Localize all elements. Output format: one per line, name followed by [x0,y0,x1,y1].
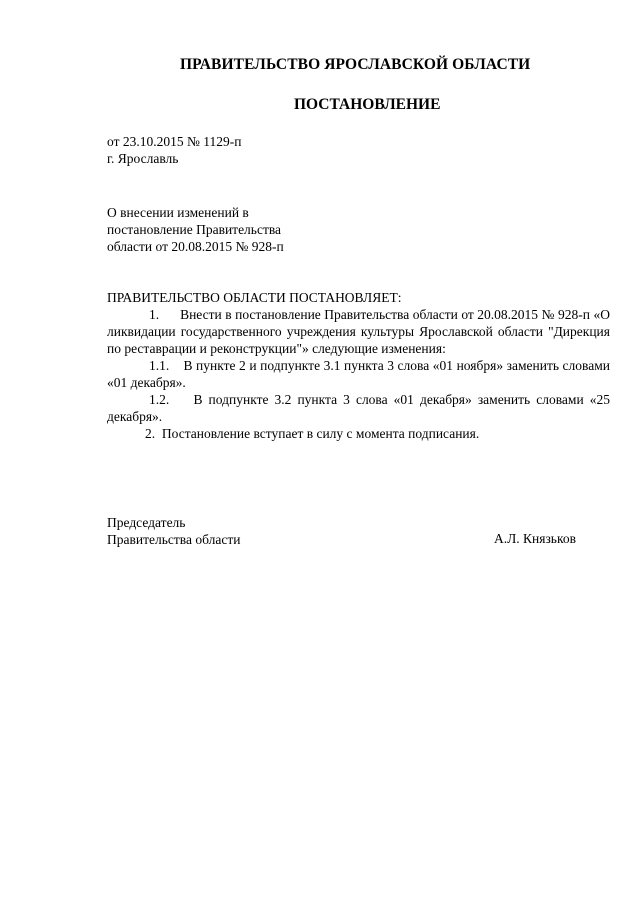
city: г. Ярославль [107,151,179,166]
decree-items [107,306,610,442]
preamble: ПРАВИТЕЛЬСТВО ОБЛАСТИ ПОСТАНОВЛЯЕТ: [107,290,402,305]
subject-line-1: О внесении изменений в [107,205,249,220]
subject-line-3: области от 20.08.2015 № 928-п [107,239,284,254]
item-2: 2. Постановление вступает в силу с момента подписания. [145,426,480,441]
item-1-1: 1.1. В пункте 2 и подпункте 3.1 пункта 3 слова «01 ноября» заменить словами «01 декабря». [107,358,610,390]
signature-title-line-1: Председатель [107,515,186,530]
item-1-2: 1.2. В подпункте 3.2 пункта 3 слова «01 декабря» заменить словами «25 декабря». [107,392,610,424]
item-1: 1. Внести в постановление Правительства области от 20.08.2015 № 928-п «О ликвидации государственного учреждения культуры Ярославской области "Дирекция по реставрации и реконструкции"» следующие изменения: [107,307,610,356]
subject-line-2: постановление Правительства [107,222,282,237]
date-number: от 23.10.2015 № 1129-п [107,134,242,149]
government-title: ПРАВИТЕЛЬСТВО ЯРОСЛАВСКОЙ ОБЛАСТИ [180,56,531,73]
signature-name: А.Л. Князьков [494,531,576,546]
signature-title-line-2: Правительства области [107,532,241,547]
document-type-title: ПОСТАНОВЛЕНИЕ [294,96,441,113]
